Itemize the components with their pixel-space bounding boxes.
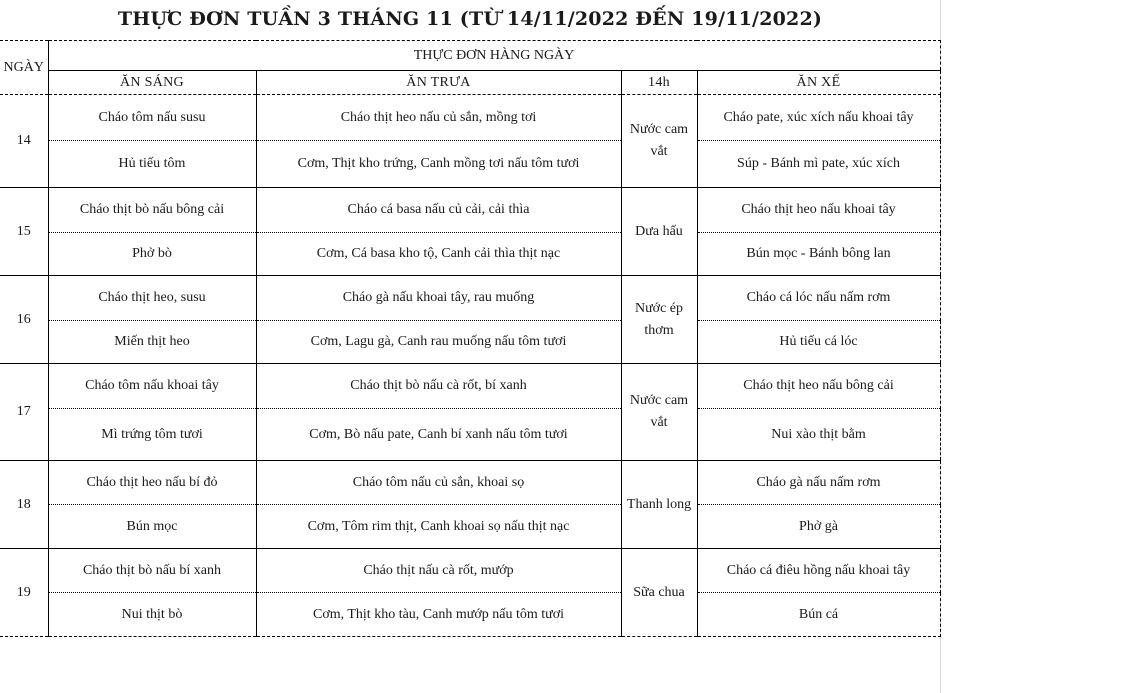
snack-14h-text: Dưa hấu xyxy=(635,223,683,239)
afternoon-porridge: Cháo cá lóc nấu nấm rơm xyxy=(697,276,940,321)
snack-14h-text: Nước ép thơm xyxy=(634,300,684,338)
snack-14h-text: Sữa chua xyxy=(633,584,685,600)
afternoon-porridge: Cháo pate, xúc xích nấu khoai tây xyxy=(697,95,940,141)
lunch-porridge: Cháo thịt heo nấu củ sắn, mồng tơi xyxy=(256,95,621,141)
afternoon-porridge: Cháo thịt heo nấu khoai tây xyxy=(697,188,940,233)
snack-14h xyxy=(621,276,697,364)
breakfast-main: Phở bò xyxy=(48,233,256,276)
breakfast-main: Miến thịt heo xyxy=(48,321,256,364)
afternoon-main: Súp - Bánh mì pate, xúc xích xyxy=(697,141,940,188)
afternoon-main: Nui xào thịt bằm xyxy=(697,409,940,461)
breakfast-main: Mì trứng tôm tươi xyxy=(48,409,256,461)
menu-title: THỰC ĐƠN TUẦN 3 THÁNG 11 (TỪ 14/11/2022 ĐẾN 19/11/2022) xyxy=(117,8,823,30)
lunch-main: Cơm, Tôm rim thịt, Canh khoai sọ nấu thịt nạc xyxy=(256,505,621,549)
snack-14h xyxy=(621,364,697,461)
snack-14h xyxy=(621,95,697,188)
lunch-main: Cơm, Lagu gà, Canh rau muống nấu tôm tươi xyxy=(256,321,621,364)
snack-14h-text: Nước cam vắt xyxy=(629,393,689,430)
header-lunch: ĂN TRƯA xyxy=(256,71,621,95)
breakfast-porridge: Cháo tôm nấu khoai tây xyxy=(48,364,256,409)
lunch-porridge: Cháo cá basa nấu củ cải, cải thìa xyxy=(256,188,621,233)
lunch-porridge: Cháo thịt bò nấu cà rốt, bí xanh xyxy=(256,364,621,409)
breakfast-main: Hủ tiếu tôm xyxy=(48,141,256,188)
day-number: 15 xyxy=(0,188,48,276)
breakfast-main: Bún mọc xyxy=(48,505,256,549)
day-number: 19 xyxy=(0,549,48,637)
breakfast-porridge: Cháo thịt bò nấu bí xanh xyxy=(48,549,256,593)
header-14h: 14h xyxy=(621,71,697,95)
header-afternoon: ĂN XẾ xyxy=(697,71,940,95)
header-day: NGÀY xyxy=(0,41,48,95)
lunch-main: Cơm, Cá basa kho tộ, Canh cải thìa thịt nạc xyxy=(256,233,621,276)
lunch-porridge: Cháo gà nấu khoai tây, rau muống xyxy=(256,276,621,321)
weekly-menu-table xyxy=(0,40,941,637)
breakfast-main: Nui thịt bò xyxy=(48,593,256,637)
afternoon-main: Bún cá xyxy=(697,593,940,637)
afternoon-porridge: Cháo gà nấu nấm rơm xyxy=(697,461,940,505)
snack-14h xyxy=(621,461,697,549)
afternoon-main: Phở gà xyxy=(697,505,940,549)
header-breakfast: ĂN SÁNG xyxy=(48,71,256,95)
breakfast-porridge: Cháo thịt heo, susu xyxy=(48,276,256,321)
menu-body xyxy=(0,95,940,637)
afternoon-porridge: Cháo thịt heo nấu bông cải xyxy=(697,364,940,409)
afternoon-porridge: Cháo cá điêu hồng nấu khoai tây xyxy=(697,549,940,593)
lunch-main: Cơm, Thịt kho trứng, Canh mồng tơi nấu tôm tươi xyxy=(256,141,621,188)
day-number: 18 xyxy=(0,461,48,549)
day-number: 17 xyxy=(0,364,48,461)
lunch-main: Cơm, Bò nấu pate, Canh bí xanh nấu tôm tươi xyxy=(256,409,621,461)
snack-14h xyxy=(621,549,697,637)
snack-14h-text: Nước cam vắt xyxy=(629,122,689,159)
breakfast-porridge: Cháo tôm nấu susu xyxy=(48,95,256,141)
afternoon-main: Bún mọc - Bánh bông lan xyxy=(697,233,940,276)
lunch-porridge: Cháo tôm nấu củ sắn, khoai sọ xyxy=(256,461,621,505)
lunch-porridge: Cháo thịt nấu cà rốt, mướp xyxy=(256,549,621,593)
snack-14h xyxy=(621,188,697,276)
day-number: 16 xyxy=(0,276,48,364)
day-number: 14 xyxy=(0,95,48,188)
breakfast-porridge: Cháo thịt bò nấu bông cải xyxy=(48,188,256,233)
breakfast-porridge: Cháo thịt heo nấu bí đỏ xyxy=(48,461,256,505)
afternoon-main: Hủ tiếu cá lóc xyxy=(697,321,940,364)
header-daily-menu: THỰC ĐƠN HÀNG NGÀY xyxy=(48,41,940,71)
lunch-main: Cơm, Thịt kho tàu, Canh mướp nấu tôm tươi xyxy=(256,593,621,637)
snack-14h-text: Thanh long xyxy=(626,496,692,512)
